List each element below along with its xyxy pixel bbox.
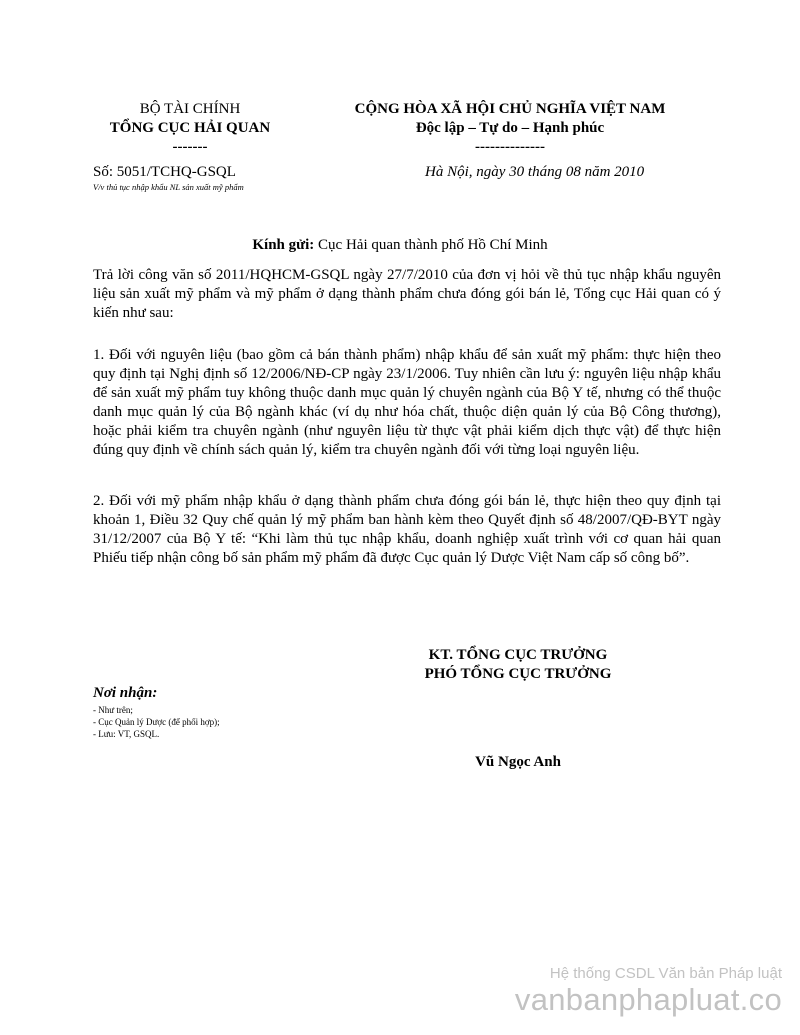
document-number: Số: 5051/TCHQ-GSQL — [93, 164, 236, 180]
national-motto: Độc lập – Tự do – Hạnh phúc — [415, 120, 605, 136]
recipients-item: - Lưu: VT, GSQL. — [93, 729, 160, 739]
place-and-date: Hà Nội, ngày 30 tháng 08 năm 2010 — [425, 164, 645, 180]
intro-paragraph: Trả lời công văn số 2011/HQHCM-GSQL ngày 27/7/2010 của đơn vị hỏi về thủ tục nhập khẩu nguyên liệu sản xuất mỹ phẩm và mỹ phẩm ở dạng thành phẩm chưa đóng gói bán lẻ, Tổng cục Hải quan có ý kiến như sau: — [93, 267, 721, 321]
signer-title-line-1: KT. TỔNG CỤC TRƯỞNG — [428, 647, 608, 663]
recipients-item: - Như trên; — [93, 705, 133, 715]
national-header — [300, 100, 720, 157]
right-header-rule: -------------- — [475, 139, 545, 155]
document-subject: V/v thủ tục nhập khẩu NL sản xuất mỹ phẩm — [93, 182, 244, 192]
department-name: TỔNG CỤC HẢI QUAN — [109, 120, 271, 136]
country-name: CỘNG HÒA XÃ HỘI CHỦ NGHĨA VIỆT NAM — [354, 101, 666, 117]
point-2-paragraph: 2. Đối với mỹ phẩm nhập khẩu ở dạng thành phẩm chưa đóng gói bán lẻ, thực hiện theo quy định tại khoản 1, Điều 32 Quy chế quản lý mỹ phẩm ban hành kèm theo Quyết định số 48/2007/QĐ-BYT ngày 31/12/2007 của Bộ Y tế: “Khi làm thủ tục nhập khẩu, doanh nghiệp xuất trình với cơ quan hải quan Phiếu tiếp nhận công bố sản phẩm mỹ phẩm đã được Cục quản lý Dược Việt Nam cấp số công bố”. — [93, 493, 721, 566]
signer-name: Vũ Ngọc Anh — [475, 754, 561, 770]
watermark — [515, 965, 782, 1017]
point-1-paragraph: 1. Đối với nguyên liệu (bao gồm cả bán thành phẩm) nhập khẩu để sản xuất mỹ phẩm: thực hiện theo quy định tại Nghị định số 12/2006/NĐ-CP ngày 23/1/2006. Tuy nhiên cần lưu ý: nguyên liệu nhập khẩu để sản xuất mỹ phẩm tuy không thuộc danh mục quản lý chuyên ngành của Bộ Y tế, nhưng có thể thuộc danh mục quản lý của Bộ ngành khác (ví dụ như hóa chất, thuộc diện quản lý của Bộ Công thương), hoặc phải kiểm tra chuyên ngành (như nguyên liệu từ thực vật phải kiểm dịch thực vật) để thực hiện đúng quy định về chính sách quản lý, kiểm tra chuyên ngành đối với từng loại nguyên liệu. — [93, 347, 721, 458]
signer-title — [400, 646, 636, 684]
recipients-block — [93, 684, 353, 740]
addressee — [0, 237, 800, 254]
issuer-header — [80, 100, 300, 157]
addressee-label: Kính gửi: — [252, 237, 315, 253]
ministry-name: BỘ TÀI CHÍNH — [139, 101, 241, 117]
recipients-item: - Cục Quản lý Dược (để phối hợp); — [93, 717, 220, 727]
addressee-value: Cục Hải quan thành phố Hồ Chí Minh — [314, 237, 548, 253]
watermark-line-2: vanbanphapluat.co — [514, 982, 782, 1017]
signer-title-line-2: PHÓ TỔNG CỤC TRƯỞNG — [424, 666, 612, 682]
recipients-list — [93, 704, 353, 740]
recipients-label: Nơi nhận: — [93, 685, 158, 701]
left-header-rule: ------- — [172, 139, 208, 155]
watermark-line-1: Hệ thống CSDL Văn bản Pháp luật — [549, 965, 782, 982]
